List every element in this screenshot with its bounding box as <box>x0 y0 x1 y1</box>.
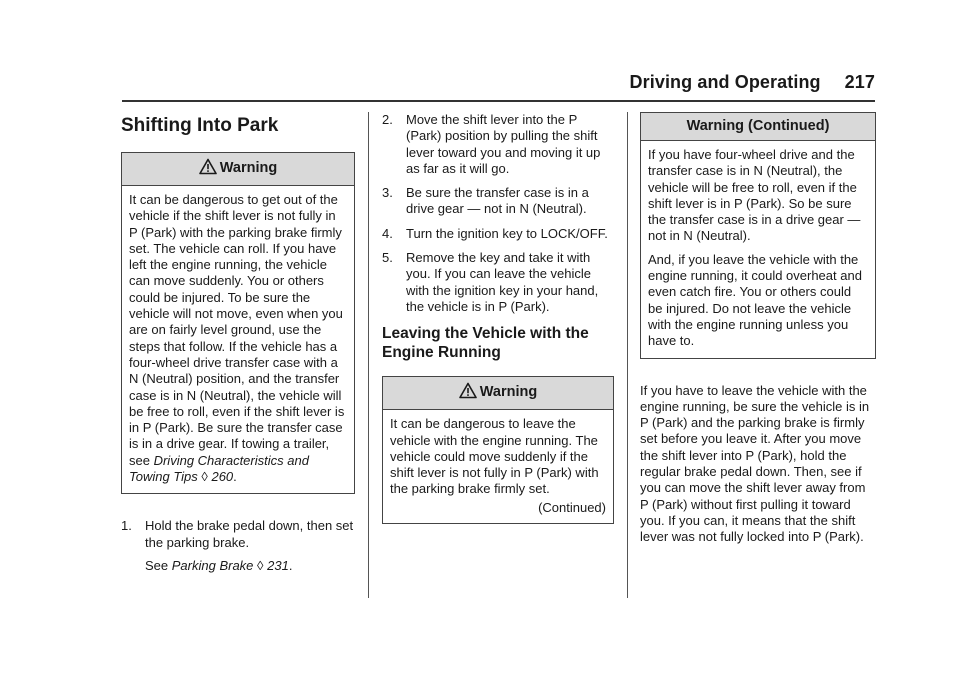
continued-label: (Continued) <box>538 499 606 515</box>
warning-header: Warning (Continued) <box>641 113 875 141</box>
page-ref-260[interactable]: 260 <box>211 469 234 485</box>
section-heading-shifting-into-park: Shifting Into Park <box>121 115 279 136</box>
link-driving-characteristics[interactable]: Driving Characteristics and Towing Tips <box>129 452 309 485</box>
section-heading-leaving-vehicle: Leaving the Vehicle with the Engine Running <box>382 325 589 361</box>
warning-header <box>122 153 354 186</box>
page-ref-231[interactable]: 231 <box>267 557 289 573</box>
list-item-step-5: 5. Remove the key and take it with you. If you can leave the vehicle with the ignition key in your hand, the vehicle is in P (Park). <box>382 250 599 314</box>
steps-list-1 <box>121 518 355 574</box>
warning-text: It can be dangerous to leave the vehicle with the engine running. The vehicle could move suddenly if the shift lever is not fully in P (Park) with the parking brake firmly set. <box>390 416 599 497</box>
list-item-step-3: 3. Be sure the transfer case is in a drive gear — not in N (Neutral). <box>382 185 589 217</box>
list-item-step-4: 4. Turn the ignition key to LOCK/OFF. <box>382 225 608 241</box>
warning-title: Warning <box>479 384 538 401</box>
body-paragraph: If you have to leave the vehicle with the engine running, be sure the vehicle is in P (Park) and the parking brake is firmly set before you leave it. After you move the shift lever into P (Park), hold the regular brake pedal down. Then, see if you can move the shift lever away from P (Park) without first pulling it toward you. If you can, it means that the shift lever was not fully locked into P (Park). <box>640 382 870 545</box>
column-divider-1 <box>368 112 369 598</box>
warning-body <box>383 410 613 522</box>
warning-title: Warning <box>219 160 278 176</box>
warning-triangle-icon <box>199 158 217 179</box>
step-1-see-ref: See Parking Brake ◊ 231. <box>145 557 293 573</box>
steps-list-2 <box>382 112 614 315</box>
warning-text: It can be dangerous to get out of the vehicle if the shift lever is not fully in P (Park) with the parking brake firmly set. The vehicle can roll. If you have left the engine running, the vehicle can move suddenly. You or others could be injured. To be sure the vehicle will not move, even when you are on fairly level ground, use the steps that follow. If the vehicle has a four-wheel drive transfer case with a N (Neutral) position, and the transfer case is in N (Neutral), the vehicle will be free to roll, even if the shift lever is in P (Park). Be sure the transfer case is in a drive gear. If towing a trailer, see Driving Characteristics and Towing Tips ◊ 260. <box>129 192 345 485</box>
column-3 <box>640 112 876 553</box>
warning-body <box>641 141 875 358</box>
column-2 <box>382 112 614 524</box>
warning-text-2: And, if you leave the vehicle with the engine running, it could overheat and even catch fire. You or others could be injured. Do not leave the vehicle with the engine running unless you have to. <box>648 251 862 349</box>
list-item-step-1: 1. Hold the brake pedal down, then set the parking brake. See Parking Brake ◊ 231. <box>121 518 354 573</box>
ref-arrow-icon: ◊ <box>257 557 264 573</box>
warning-box-engine-running <box>382 376 614 523</box>
list-item-step-2: 2. Move the shift lever into the P (Park) position by pulling the shift lever toward you and moving it up as far as it will go. <box>382 112 601 176</box>
warning-text-1: If you have four-wheel drive and the transfer case is in N (Neutral), the vehicle will be free to roll, even if the shift lever is in P (Park). So be sure the transfer case is in a drive gear — not in N (Neutral). <box>648 147 861 244</box>
warning-box-continued <box>640 112 876 359</box>
warning-triangle-icon <box>459 382 477 403</box>
ref-arrow-icon: ◊ <box>201 469 208 485</box>
page-header <box>122 70 875 102</box>
column-divider-2 <box>627 112 628 598</box>
column-1 <box>121 112 355 582</box>
warning-box-park <box>121 152 355 494</box>
section-title: Driving and Operating <box>629 72 821 92</box>
warning-body <box>122 186 354 493</box>
header-rule <box>122 100 875 102</box>
warning-header <box>383 377 613 410</box>
header-text <box>630 72 875 93</box>
link-parking-brake[interactable]: Parking Brake <box>171 557 254 573</box>
page-number: 217 <box>844 72 875 92</box>
